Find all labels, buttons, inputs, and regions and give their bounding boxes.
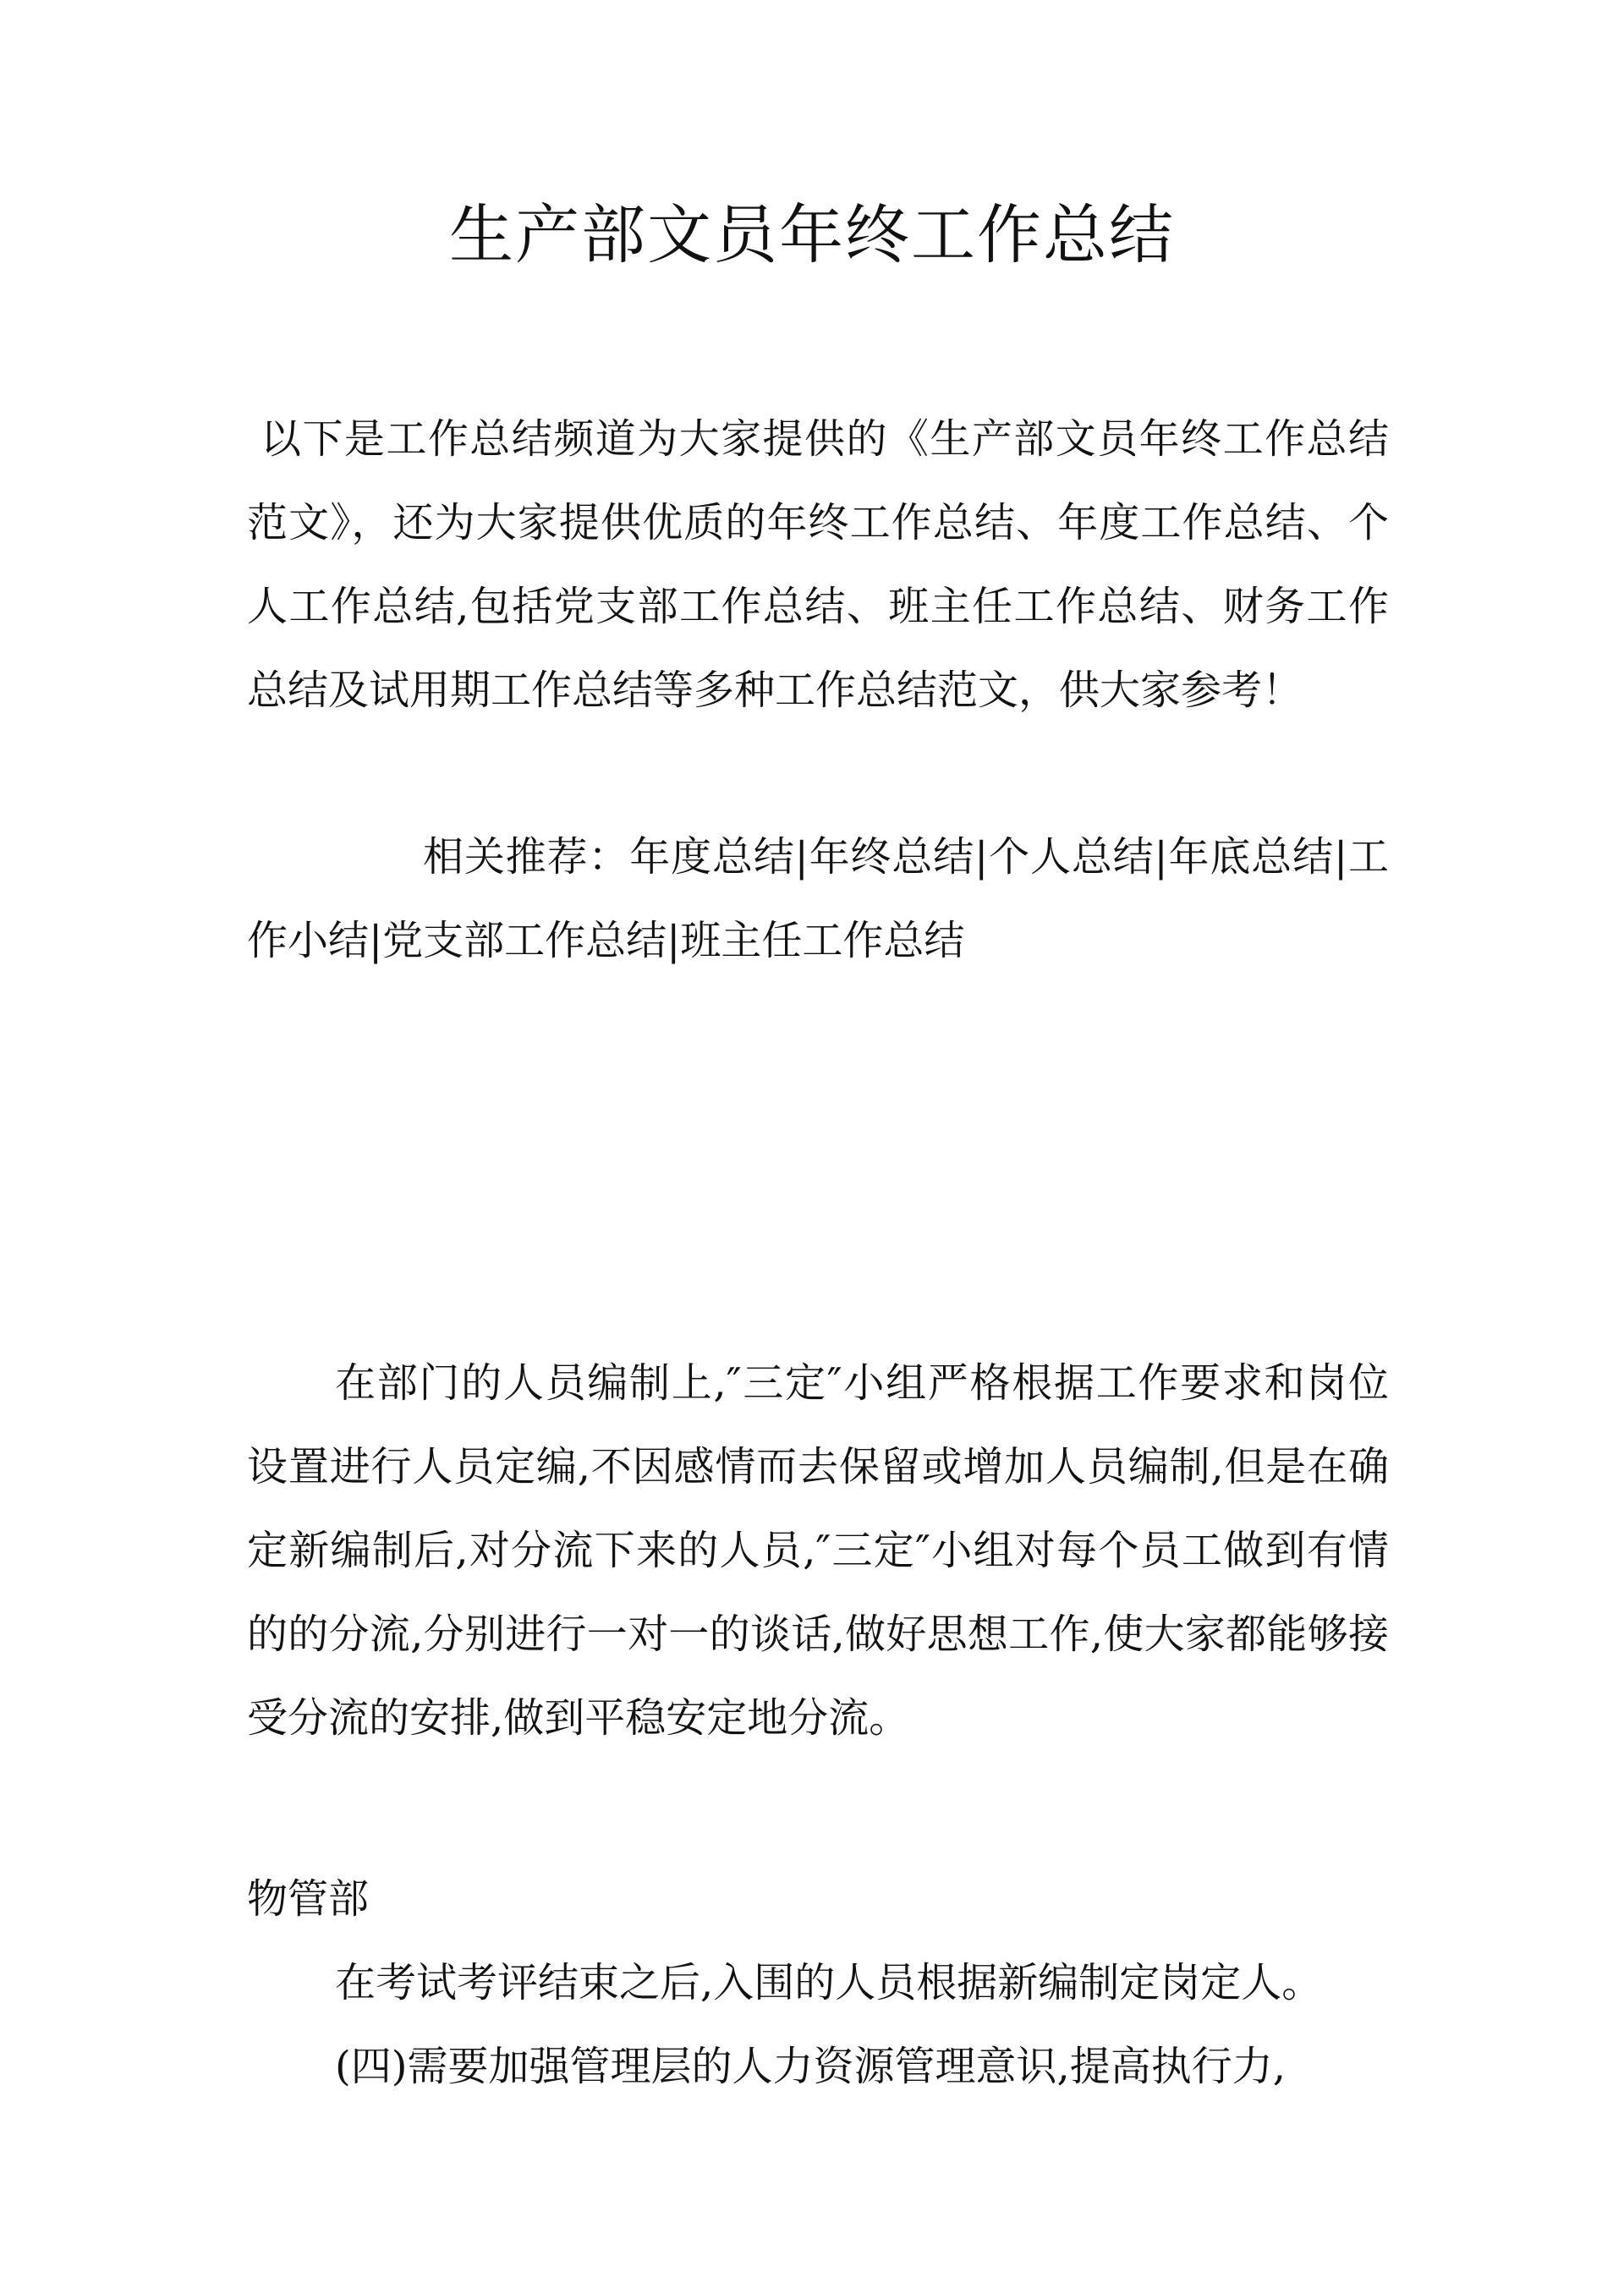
staffing-paragraph: 在部门的人员编制上,″三定″小组严格根据工作要求和岗位设置进行人员定编,不因感情而去保留或增加人员编制,但是在确定新编制后,对分流下来的人员,″三定″小组对每个员工做到有情的的分流,分别进行一对一的谈话,做好思想工作,使大家都能够接受分流的安排,做到平稳安定地分流。 [247,1359,1389,1742]
assessment-line: 在考试考评结束之后,入围的人员根据新编制定岗定人。 [335,1959,1323,2006]
section-heading-property-dept: 物管部 [247,1875,370,1923]
document-title: 生产部文员年终工作总结 [449,197,1175,272]
management-line: (四)需要加强管理层的人力资源管理意识,提高执行力, [335,2043,1286,2090]
related-recommendations: 相关推荐：年度总结|年终总结|个人总结|年底总结|工作小结|党支部工作总结|班主任工作总结 [247,833,1389,964]
intro-paragraph: 以下是工作总结频道为大家提供的《生产部文员年终工作总结范文》，还为大家提供优质的年终工作总结、年度工作总结、个人工作总结,包括党支部工作总结、班主任工作总结、财务工作总结及试用期工作总结等多种工作总结范文，供大家参考！ [247,415,1389,714]
